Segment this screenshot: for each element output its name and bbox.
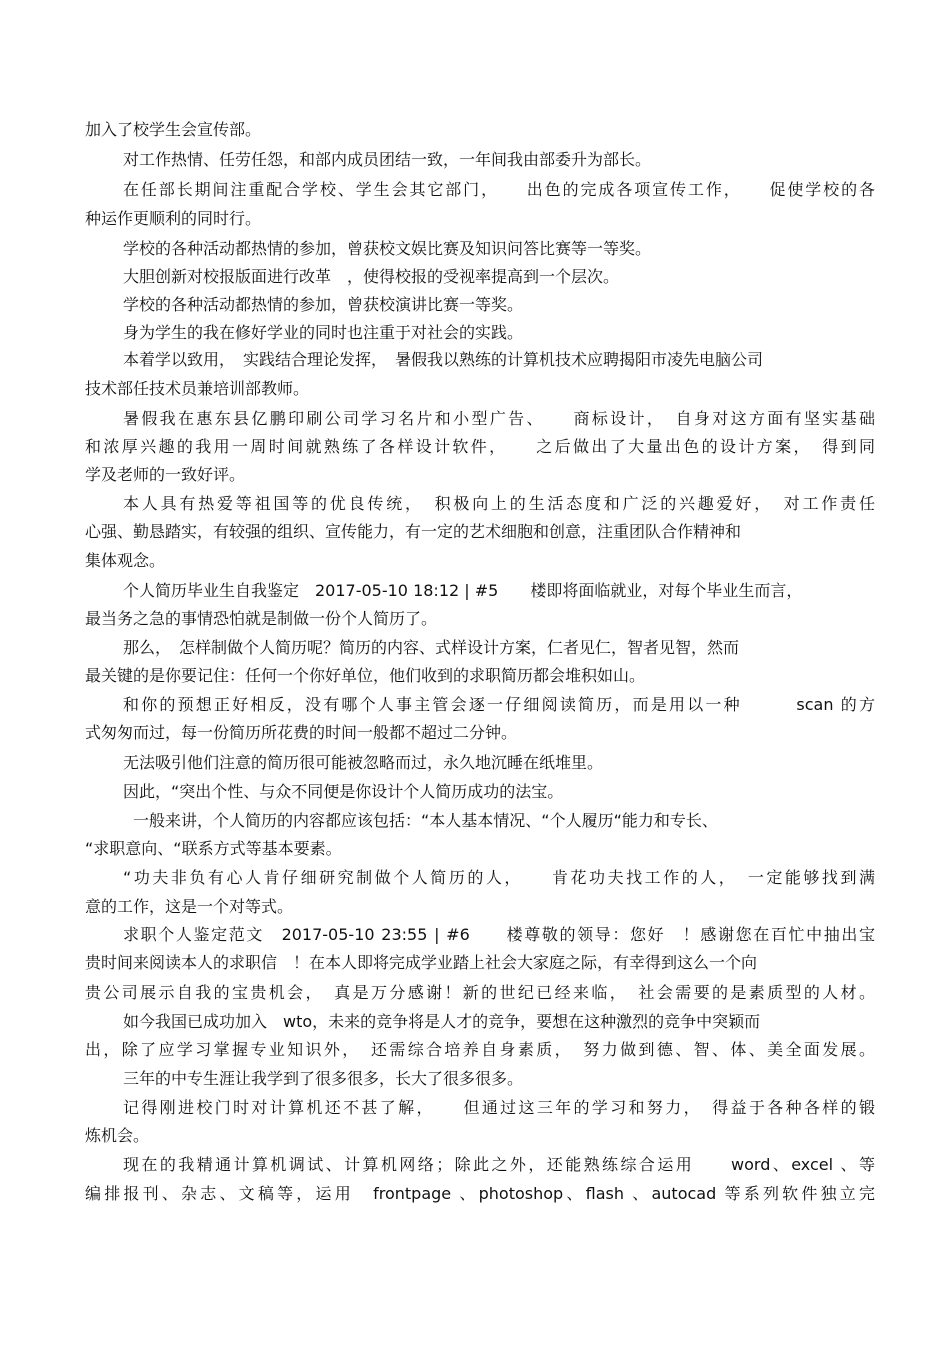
text-line: 加入了校学生会宣传部。 <box>85 120 262 139</box>
text-line: 学及老师的一致好评。 <box>85 465 246 484</box>
text-line: 现在的我精通计算机调试、计算机网络；除此之外，还能熟练综合运用 word、excel 、等 <box>123 1155 875 1174</box>
text-line: 个人简历毕业生自我鉴定 2017-05-10 18:12 | #5 楼即将面临就业，对每个毕业生而言， <box>123 581 803 600</box>
text-line: 贵公司展示自我的宝贵机会， 真是万分感谢！新的世纪已经来临， 社会需要的是素质型的人材。 <box>85 983 875 1002</box>
text-line: 技术部任技术员兼培训部教师。 <box>85 379 310 398</box>
text-line: 记得刚进校门时对计算机还不甚了解， 但通过这三年的学习和努力， 得益于各种各样的锻 <box>123 1098 875 1117</box>
text-line: 种运作更顺利的同时行。 <box>85 209 262 228</box>
text-line: 本着学以致用， 实践结合理论发挥， 暑假我以熟练的计算机技术应聘揭阳市凌先电脑公司 <box>123 350 764 369</box>
text-line: 身为学生的我在修好学业的同时也注重于对社会的实践。 <box>123 323 524 342</box>
text-line: 式匆匆而过，每一份简历所花费的时间一般都不超过二分钟。 <box>85 723 518 742</box>
text-line: 最当务之急的事情恐怕就是制做一份个人简历了。 <box>85 609 438 628</box>
text-line: 因此，“突出个性、与众不同便是你设计个人简历成功的法宝。 <box>123 782 564 801</box>
text-line: 三年的中专生涯让我学到了很多很多，长大了很多很多。 <box>123 1069 524 1088</box>
text-line: 出，除了应学习掌握专业知识外， 还需综合培养自身素质， 努力做到德、智、体、美全面发展。 <box>85 1040 875 1059</box>
text-line: 和浓厚兴趣的我用一周时间就熟练了各样设计软件， 之后做出了大量出色的设计方案， 得到同 <box>85 437 875 456</box>
text-line: 暑假我在惠东县亿鹏印刷公司学习名片和小型广告、 商标设计， 自身对这方面有坚实基础 <box>123 409 875 428</box>
text-line: 心强、勤恳踏实，有较强的组织、宣传能力，有一定的艺术细胞和创意，注重团队合作精神和 <box>85 522 742 541</box>
text-line: 无法吸引他们注意的简历很可能被忽略而过，永久地沉睡在纸堆里。 <box>123 753 604 772</box>
text-line: 贵时间来阅读本人的求职信 ！在本人即将完成学业踏上社会大家庭之际，有幸得到这么一个向 <box>85 953 758 972</box>
text-line: 求职个人鉴定范文 2017-05-10 23:55 | #6 楼尊敬的领导：您好 ！感谢您在百忙中抽出宝 <box>123 925 875 944</box>
text-line: 如今我国已成功加入 wto，未来的竞争将是人才的竞争，要想在这种激烈的竞争中突颖而 <box>123 1012 761 1031</box>
text-line: 大胆创新对校报版面进行改革 ，使得校报的受视率提高到一个层次。 <box>123 267 620 286</box>
text-line: 集体观念。 <box>85 551 166 570</box>
text-line: 意的工作，这是一个对等式。 <box>85 897 294 916</box>
text-line: 学校的各种活动都热情的参加，曾获校文娱比赛及知识问答比赛等一等奖。 <box>123 239 652 258</box>
text-line: “求职意向、“联系方式等基本要素。 <box>85 839 342 858</box>
text-line: 最关键的是你要记住：任何一个你好单位，他们收到的求职简历都会堆积如山。 <box>85 666 646 685</box>
text-line: “功夫非负有心人肯仔细研究制做个人简历的人， 肯花功夫找工作的人， 一定能够找到满 <box>123 868 875 887</box>
text-line: 在任部长期间注重配合学校、学生会其它部门， 出色的完成各项宣传工作， 促使学校的各 <box>123 180 875 199</box>
text-line: 学校的各种活动都热情的参加，曾获校演讲比赛一等奖。 <box>123 295 524 314</box>
text-line: 编排报刊、杂志、文稿等，运用 frontpage 、photoshop、flash 、autocad 等系列软件独立完 <box>85 1184 875 1203</box>
text-line: 对工作热情、任劳任怨，和部内成员团结一致，一年间我由部委升为部长。 <box>123 150 652 169</box>
text-line: 和你的预想正好相反，没有哪个人事主管会逐一仔细阅读简历，而是用以一种 scan 的方 <box>123 695 875 714</box>
text-line: 本人具有热爱等祖国等的优良传统， 积极向上的生活态度和广泛的兴趣爱好， 对工作责任 <box>123 494 875 513</box>
text-line: 一般来讲，个人简历的内容都应该包括：“本人基本情况、“个人履历“能力和专长、 <box>133 811 718 830</box>
text-line: 那么， 怎样制做个人简历呢？简历的内容、式样设计方案，仁者见仁，智者见智，然而 <box>123 638 740 657</box>
text-line: 炼机会。 <box>85 1126 150 1145</box>
